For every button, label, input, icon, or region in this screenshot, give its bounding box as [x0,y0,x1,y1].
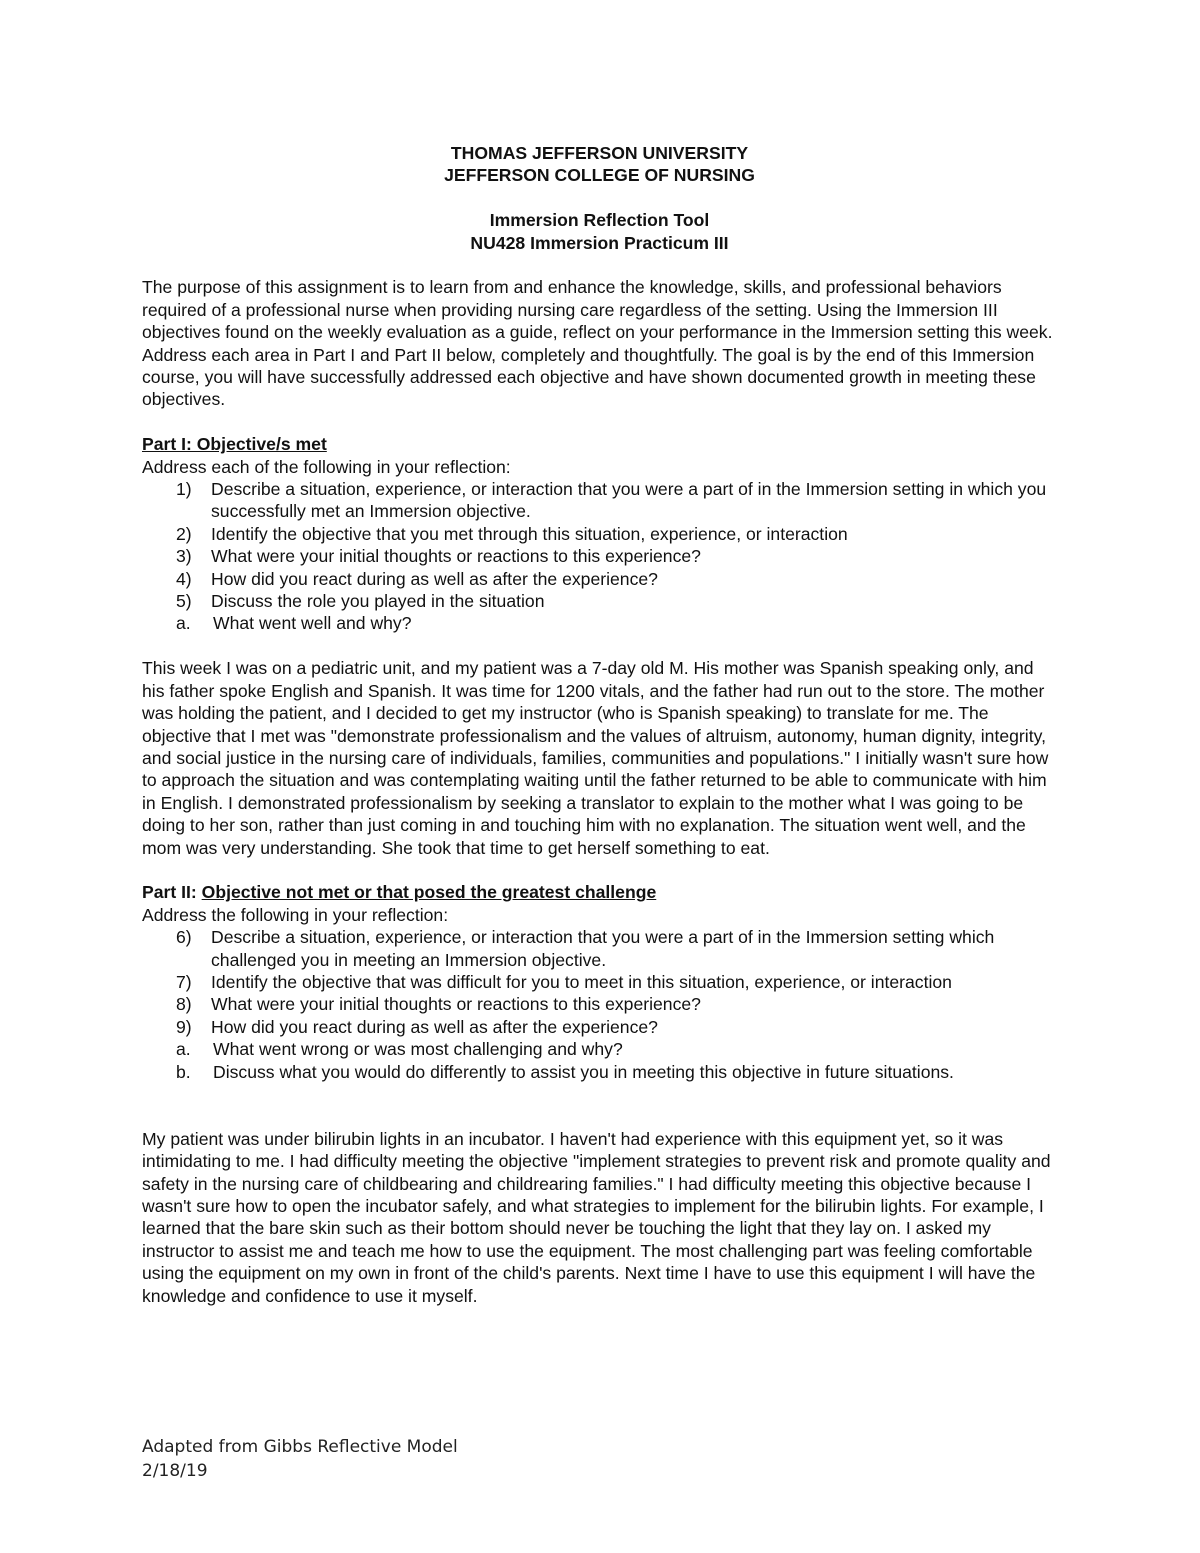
footer-date: 2/18/19 [142,1461,208,1481]
part2-question-list [142,926,1057,1038]
course-title: NU428 Immersion Practicum III [470,232,729,253]
list-item-text: What went wrong or was most challenging and why? [213,1039,623,1060]
list-marker: 7) [176,971,192,992]
spacer [142,254,1057,276]
list-item [142,971,1057,993]
list-marker: 2) [176,523,192,544]
list-item [142,590,1057,612]
spacer [142,635,1057,657]
list-item-text: Identify the objective that you met through this situation, experience, or interaction [211,523,848,544]
document-footer [142,1435,458,1483]
part2-heading-text: Objective not met or that posed the greatest challenge [201,882,657,903]
spacer [142,187,1057,209]
part1-question-list [142,478,1057,612]
college-name: JEFFERSON COLLEGE OF NURSING [444,165,755,186]
list-item-text: What went well and why? [213,613,412,634]
tool-title: Immersion Reflection Tool [489,210,710,231]
list-item [142,545,1057,567]
part2-heading-prefix: Part II: [142,882,202,903]
list-item-text: How did you react during as well as after the experience? [211,1016,658,1037]
list-item [142,478,1057,523]
list-item [142,993,1057,1015]
part2-sub-list [142,1038,1057,1083]
list-item [142,568,1057,590]
list-marker: 9) [176,1016,192,1037]
part1-heading-text: Part I: Objective/s met [142,434,327,455]
list-item [142,1061,1057,1083]
list-item-text: What were your initial thoughts or reactions to this experience? [211,994,701,1015]
list-item-text: Discuss the role you played in the situation [211,591,545,612]
list-marker: 6) [176,927,192,948]
list-marker: b. [176,1061,191,1082]
list-item [142,1038,1057,1060]
part1-sub-list [142,612,1057,634]
spacer [142,1105,1057,1127]
intro-paragraph: The purpose of this assignment is to learn from and enhance the knowledge, skills, and professional behaviors required of a professional nurse when providing nursing care regardless of the setting. Using the Immersion III objectives found on the weekly evaluation as a guide, reflect on your performance in the Immersion setting this week. Address each area in Part I and Part II below, completely and thoughtfully. The goal is by the end of this Immersion course, you will have successfully addressed each objective and have shown documented growth in meeting these objectives. [142,277,1053,410]
document-body [142,142,1057,1307]
spacer [142,411,1057,433]
spacer [142,1083,1057,1105]
footer-source: Adapted from Gibbs Reflective Model [142,1437,458,1457]
part2-instruction: Address the following in your reflection: [142,904,449,925]
part1-instruction: Address each of the following in your reflection: [142,456,511,477]
spacer [142,859,1057,881]
list-item-text: Discuss what you would do differently to assist you in meeting this objective in future situations. [213,1061,954,1082]
list-marker: 5) [176,591,192,612]
list-item-text: What were your initial thoughts or reactions to this experience? [211,546,701,567]
part2-heading [142,881,1057,903]
list-item [142,926,1057,971]
list-item [142,1016,1057,1038]
part1-response: This week I was on a pediatric unit, and my patient was a 7-day old M. His mother was Spanish speaking only, and his father spoke English and Spanish. It was time for 1200 vitals, and the father had run out to the store. The mother was holding the patient, and I decided to get my instructor (who is Spanish speaking) to translate for me. The objective that I met was "demonstrate professionalism and the values of altruism, autonomy, human dignity, integrity, and social justice in the nursing care of individuals, families, communities and populations." I initially wasn't sure how to approach the situation and was contemplating waiting until the father returned to be able to communicate with him in English. I demonstrated professionalism by seeking a translator to explain to the mother what I was going to be doing to her son, rather than just coming in and touching him with no explanation. The situation went well, and the mom was very understanding. She took that time to get herself something to eat. [142,658,1049,858]
part1-heading [142,433,1057,455]
list-item [142,523,1057,545]
list-marker: 8) [176,994,192,1015]
list-item-text: Describe a situation, experience, or interaction that you were a part of in the Immersion setting in which you successfully met an Immersion objective. [211,479,1047,522]
list-marker: a. [176,1039,191,1060]
part2-response: My patient was under bilirubin lights in an incubator. I haven't had experience with this equipment yet, so it was intimidating to me. I had difficulty meeting the objective "implement strategies to prevent risk and promote quality and safety in the nursing care of childbearing and childrearing families." I had difficulty meeting this objective because I wasn't sure how to open the incubator safely, and what strategies to implement for the bilirubin lights. For example, I learned that the bare skin such as their bottom should never be touching the light that they lay on. I asked my instructor to assist me and teach me how to use the equipment. The most challenging part was feeling comfortable using the equipment on my own in front of the child's parents. Next time I have to use this equipment I will have the knowledge and confidence to use it myself. [142,1128,1051,1306]
list-marker: 3) [176,546,192,567]
list-marker: 1) [176,479,192,500]
list-item-text: How did you react during as well as after the experience? [211,568,658,589]
university-name: THOMAS JEFFERSON UNIVERSITY [450,143,749,163]
list-item-text: Describe a situation, experience, or interaction that you were a part of in the Immersion setting which challenged you in meeting an Immersion objective. [211,927,995,970]
list-item [142,612,1057,634]
list-item-text: Identify the objective that was difficult for you to meet in this situation, experience, or interaction [211,971,952,992]
list-marker: 4) [176,568,192,589]
list-marker: a. [176,613,191,634]
